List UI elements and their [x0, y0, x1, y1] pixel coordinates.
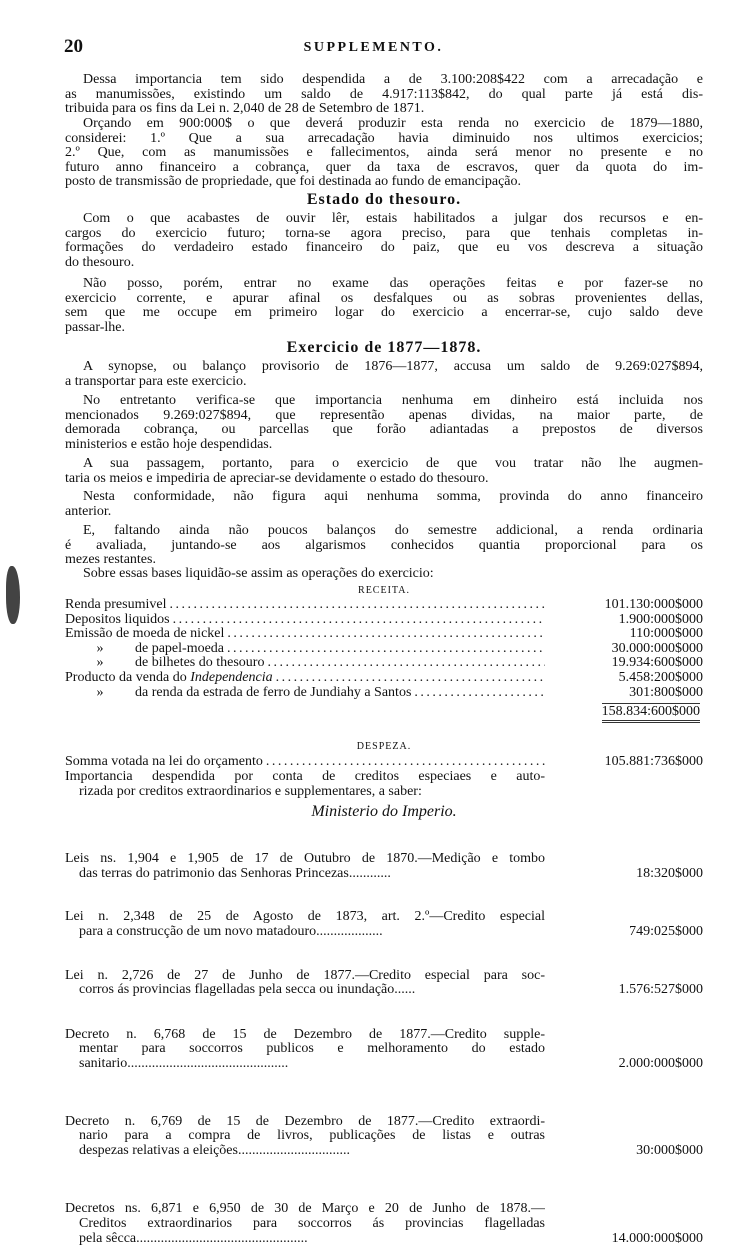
paragraph	[65, 457, 703, 486]
text-line: das terras do patrimonio das Senhoras Princezas............	[65, 867, 545, 882]
text-line: Decreto n. 6,768 de 15 de Dezembro de 1877.—Credito supple-	[65, 1028, 545, 1043]
block-caption	[65, 585, 703, 597]
text-line: rizada por creditos extraordinarios e supplementares, a saber:	[65, 785, 545, 800]
text-line: do thesouro.	[65, 256, 703, 271]
section-heading: Estado do thesouro.	[65, 191, 703, 209]
ledger-row	[65, 642, 703, 657]
text-line: Sobre essas bases liquidão-se assim as operações do exercicio:	[65, 567, 703, 582]
text-line: A synopse, ou balanço provisorio de 1876—1877, accusa um saldo de 9.269:027$894,	[65, 360, 703, 375]
credit-item	[65, 910, 703, 939]
credit-item	[65, 852, 703, 881]
credit-amount: 2.000:000$000	[619, 1057, 703, 1072]
ministry-heading: Ministerio do Imperio.	[65, 803, 703, 821]
row-amount: 110:000$000	[630, 627, 703, 642]
paragraph	[65, 360, 703, 389]
text-line: a transportar para este exercicio.	[65, 375, 703, 390]
text-line: tribuida para os fins da Lei n. 2,040 de 28 de Setembro de 1871.	[65, 102, 703, 117]
paragraph	[65, 490, 703, 519]
credit-item	[65, 969, 703, 998]
row-amount: 1.900:000$000	[619, 613, 703, 628]
paragraph	[65, 277, 703, 335]
row-label	[65, 642, 545, 657]
text-line: ministerios e estão hoje despendidas.	[65, 438, 703, 453]
text-line: posto de transmissão de propriedade, que foi destinada ao fundo de emancipação.	[65, 175, 703, 190]
ditto-mark: »	[65, 642, 135, 657]
row-label-text: da renda da estrada de ferro de Jundiahy a Santos	[135, 686, 411, 700]
text-line: E, faltando ainda não poucos balanços do semestre addicional, a renda ordinaria	[65, 524, 703, 539]
credit-item	[65, 1115, 703, 1159]
ledger-row	[65, 755, 703, 770]
row-label	[65, 627, 545, 642]
paragraph	[65, 117, 703, 190]
text-line: mencionados 9.269:027$894, que representão apenas dividas, na maior parte, de	[65, 409, 703, 424]
row-label	[65, 598, 545, 613]
text-line: Lei n. 2,726 de 27 de Junho de 1877.—Credito especial para soc-	[65, 969, 545, 984]
text-line: A sua passagem, portanto, para o exercicio de que vou tratar não lhe augmen-	[65, 457, 703, 472]
row-amount: 19.934:600$000	[612, 656, 703, 671]
row-amount: 5.458:200$000	[619, 671, 703, 686]
text-line: No entretanto verifica-se que importancia nenhuma em dinheiro está incluida nos	[65, 394, 703, 409]
credit-item-text	[65, 1028, 545, 1072]
text-line: considerei: 1.º Que a sua arrecadação havia diminuido nos ultimos exercicios;	[65, 132, 703, 147]
receita-total: 158.834:600$000	[602, 703, 700, 723]
ditto-mark: »	[65, 686, 135, 701]
text-line: futuro anno financeiro a cobrança, quer da taxa de escravos, quer da quota do im-	[65, 161, 703, 176]
credit-amount: 30:000$000	[636, 1144, 703, 1159]
paragraph	[65, 73, 703, 117]
row-label-text: Somma votada na lei do orçamento	[65, 755, 263, 769]
ledger-row	[65, 656, 703, 671]
row-label-text: Producto da venda do Independencia	[65, 671, 273, 685]
credit-amount: 18:320$000	[636, 867, 703, 882]
block-heading	[65, 191, 703, 209]
credit-item	[65, 1028, 703, 1072]
text-line: Creditos extraordinarios para soccorros ás provincias flagelladas	[65, 1217, 545, 1232]
row-label-text: Renda presumivel	[65, 598, 166, 612]
credit-item-text	[65, 1202, 545, 1246]
text-line: corros ás provincias flagelladas pela secca ou inundação......	[65, 983, 545, 998]
running-title: SUPPLEMENTO.	[0, 40, 747, 56]
credit-item	[65, 770, 703, 799]
credit-item-text	[65, 770, 545, 799]
credit-item-text	[65, 1115, 545, 1159]
text-line: demorada cobrança, ou parcellas que forão adiantadas a prepostos de diversos	[65, 423, 703, 438]
text-line: nario para a compra de livros, publicações de listas e outras	[65, 1129, 545, 1144]
row-label	[65, 671, 545, 686]
text-line: passar-lhe.	[65, 321, 703, 336]
text-line: Importancia despendida por conta de creditos especiaes e auto-	[65, 770, 545, 785]
ledger-row	[65, 627, 703, 642]
ditto-mark: »	[65, 656, 135, 671]
text-line: Decretos ns. 6,871 e 6,950 de 30 de Março e 20 de Junho de 1878.—	[65, 1202, 545, 1217]
text-line: sem que me occupe em primeiro logar do exercicio a encerrar-se, cujo saldo deve	[65, 306, 703, 321]
text-line: Leis ns. 1,904 e 1,905 de 17 de Outubro de 1870.—Medição e tombo	[65, 852, 545, 867]
text-line: Nesta conformidade, não figura aqui nenhuma somma, provinda do anno financeiro	[65, 490, 703, 505]
paragraph	[65, 524, 703, 568]
paragraph	[65, 567, 703, 582]
section-heading: Exercicio de 1877—1878.	[65, 339, 703, 357]
credit-amount: 14.000:000$000	[612, 1232, 703, 1246]
text-line: mezes restantes.	[65, 553, 703, 568]
paragraph	[65, 394, 703, 452]
text-line: mentar para soccorros publicos e melhoramento do estado	[65, 1042, 545, 1057]
ledger-row	[65, 671, 703, 686]
row-label-text: Depositos liquidos	[65, 613, 170, 627]
page-number: 20	[64, 36, 83, 58]
text-line: Orçando em 900:000$ o que deverá produzir esta renda no exercicio de 1879—1880,	[65, 117, 703, 132]
text-line: sanitario..............................................	[65, 1057, 545, 1072]
credit-item-text	[65, 852, 545, 881]
row-amount: 30.000:000$000	[612, 642, 703, 657]
row-label	[65, 613, 545, 628]
text-line: Decreto n. 6,769 de 15 de Dezembro de 1877.—Credito extraordi-	[65, 1115, 545, 1130]
text-line: 2.º Que, com as manumissões e fallecimentos, ainda será menor no presente e no	[65, 146, 703, 161]
document-body	[0, 0, 747, 248]
text-line: para a construcção de um novo matadouro...................	[65, 925, 545, 940]
paragraph	[65, 212, 703, 270]
text-line: anterior.	[65, 505, 703, 520]
ledger-row	[65, 686, 703, 701]
row-label	[65, 755, 545, 770]
text-line: as manumissões, existindo um saldo de 4.917:113$842, do qual parte já está dis-	[65, 88, 703, 103]
row-amount: 105.881:736$000	[605, 755, 703, 770]
row-label-text: de bilhetes do thesouro	[135, 656, 264, 670]
text-line: Com o que acabastes de ouvir lêr, estais habilitados a julgar dos recursos e en-	[65, 212, 703, 227]
block-heading	[65, 339, 703, 357]
table-caption: RECEITA.	[65, 585, 703, 597]
text-line: Não posso, porém, entrar no exame das operações feitas e por fazer-se no	[65, 277, 703, 292]
credit-item-text	[65, 910, 545, 939]
block-rows	[65, 755, 703, 770]
block-caption	[65, 741, 703, 753]
text-line: pela sêcca.................................................	[65, 1232, 545, 1246]
text-line: formações do verdadeiro estado financeiro do paiz, que eu vos descreva a situação	[65, 241, 703, 256]
text-line: taria os meios e impediria de apreciar-se devidamente o estado do thesouro.	[65, 472, 703, 487]
credit-item-text	[65, 969, 545, 998]
text-line: despezas relativas a eleições................................	[65, 1144, 545, 1159]
text-line: Dessa importancia tem sido despendida a de 3.100:208$422 com a arrecadação e	[65, 73, 703, 88]
credit-amount: 749:025$000	[629, 925, 703, 940]
row-amount: 101.130:000$000	[605, 598, 703, 613]
credit-item	[65, 1202, 703, 1246]
block-italic-heading	[65, 803, 703, 821]
scan-artifact	[6, 566, 20, 624]
credit-amount: 1.576:527$000	[619, 983, 703, 998]
row-label-text: Emissão de moeda de nickel	[65, 627, 224, 641]
ledger-row	[65, 598, 703, 613]
row-label	[65, 656, 545, 671]
text-line: cargos do exercicio futuro; torna-se agora preciso, para que tenhais completas in-	[65, 227, 703, 242]
ledger-row	[65, 613, 703, 628]
row-label	[65, 686, 545, 701]
text-line: exercicio corrente, e apurar afinal os desfalques ou as sobras provenientes dellas,	[65, 292, 703, 307]
row-label-text: de papel-moeda	[135, 642, 224, 656]
text-line: é avaliada, juntando-se aos algarismos conhecidos quantia proporcional para os	[65, 539, 703, 554]
row-amount: 301:800$000	[629, 686, 703, 701]
table-caption: DESPEZA.	[65, 741, 703, 753]
text-line: Lei n. 2,348 de 25 de Agosto de 1873, art. 2.º—Credito especial	[65, 910, 545, 925]
block-rows	[65, 598, 703, 700]
